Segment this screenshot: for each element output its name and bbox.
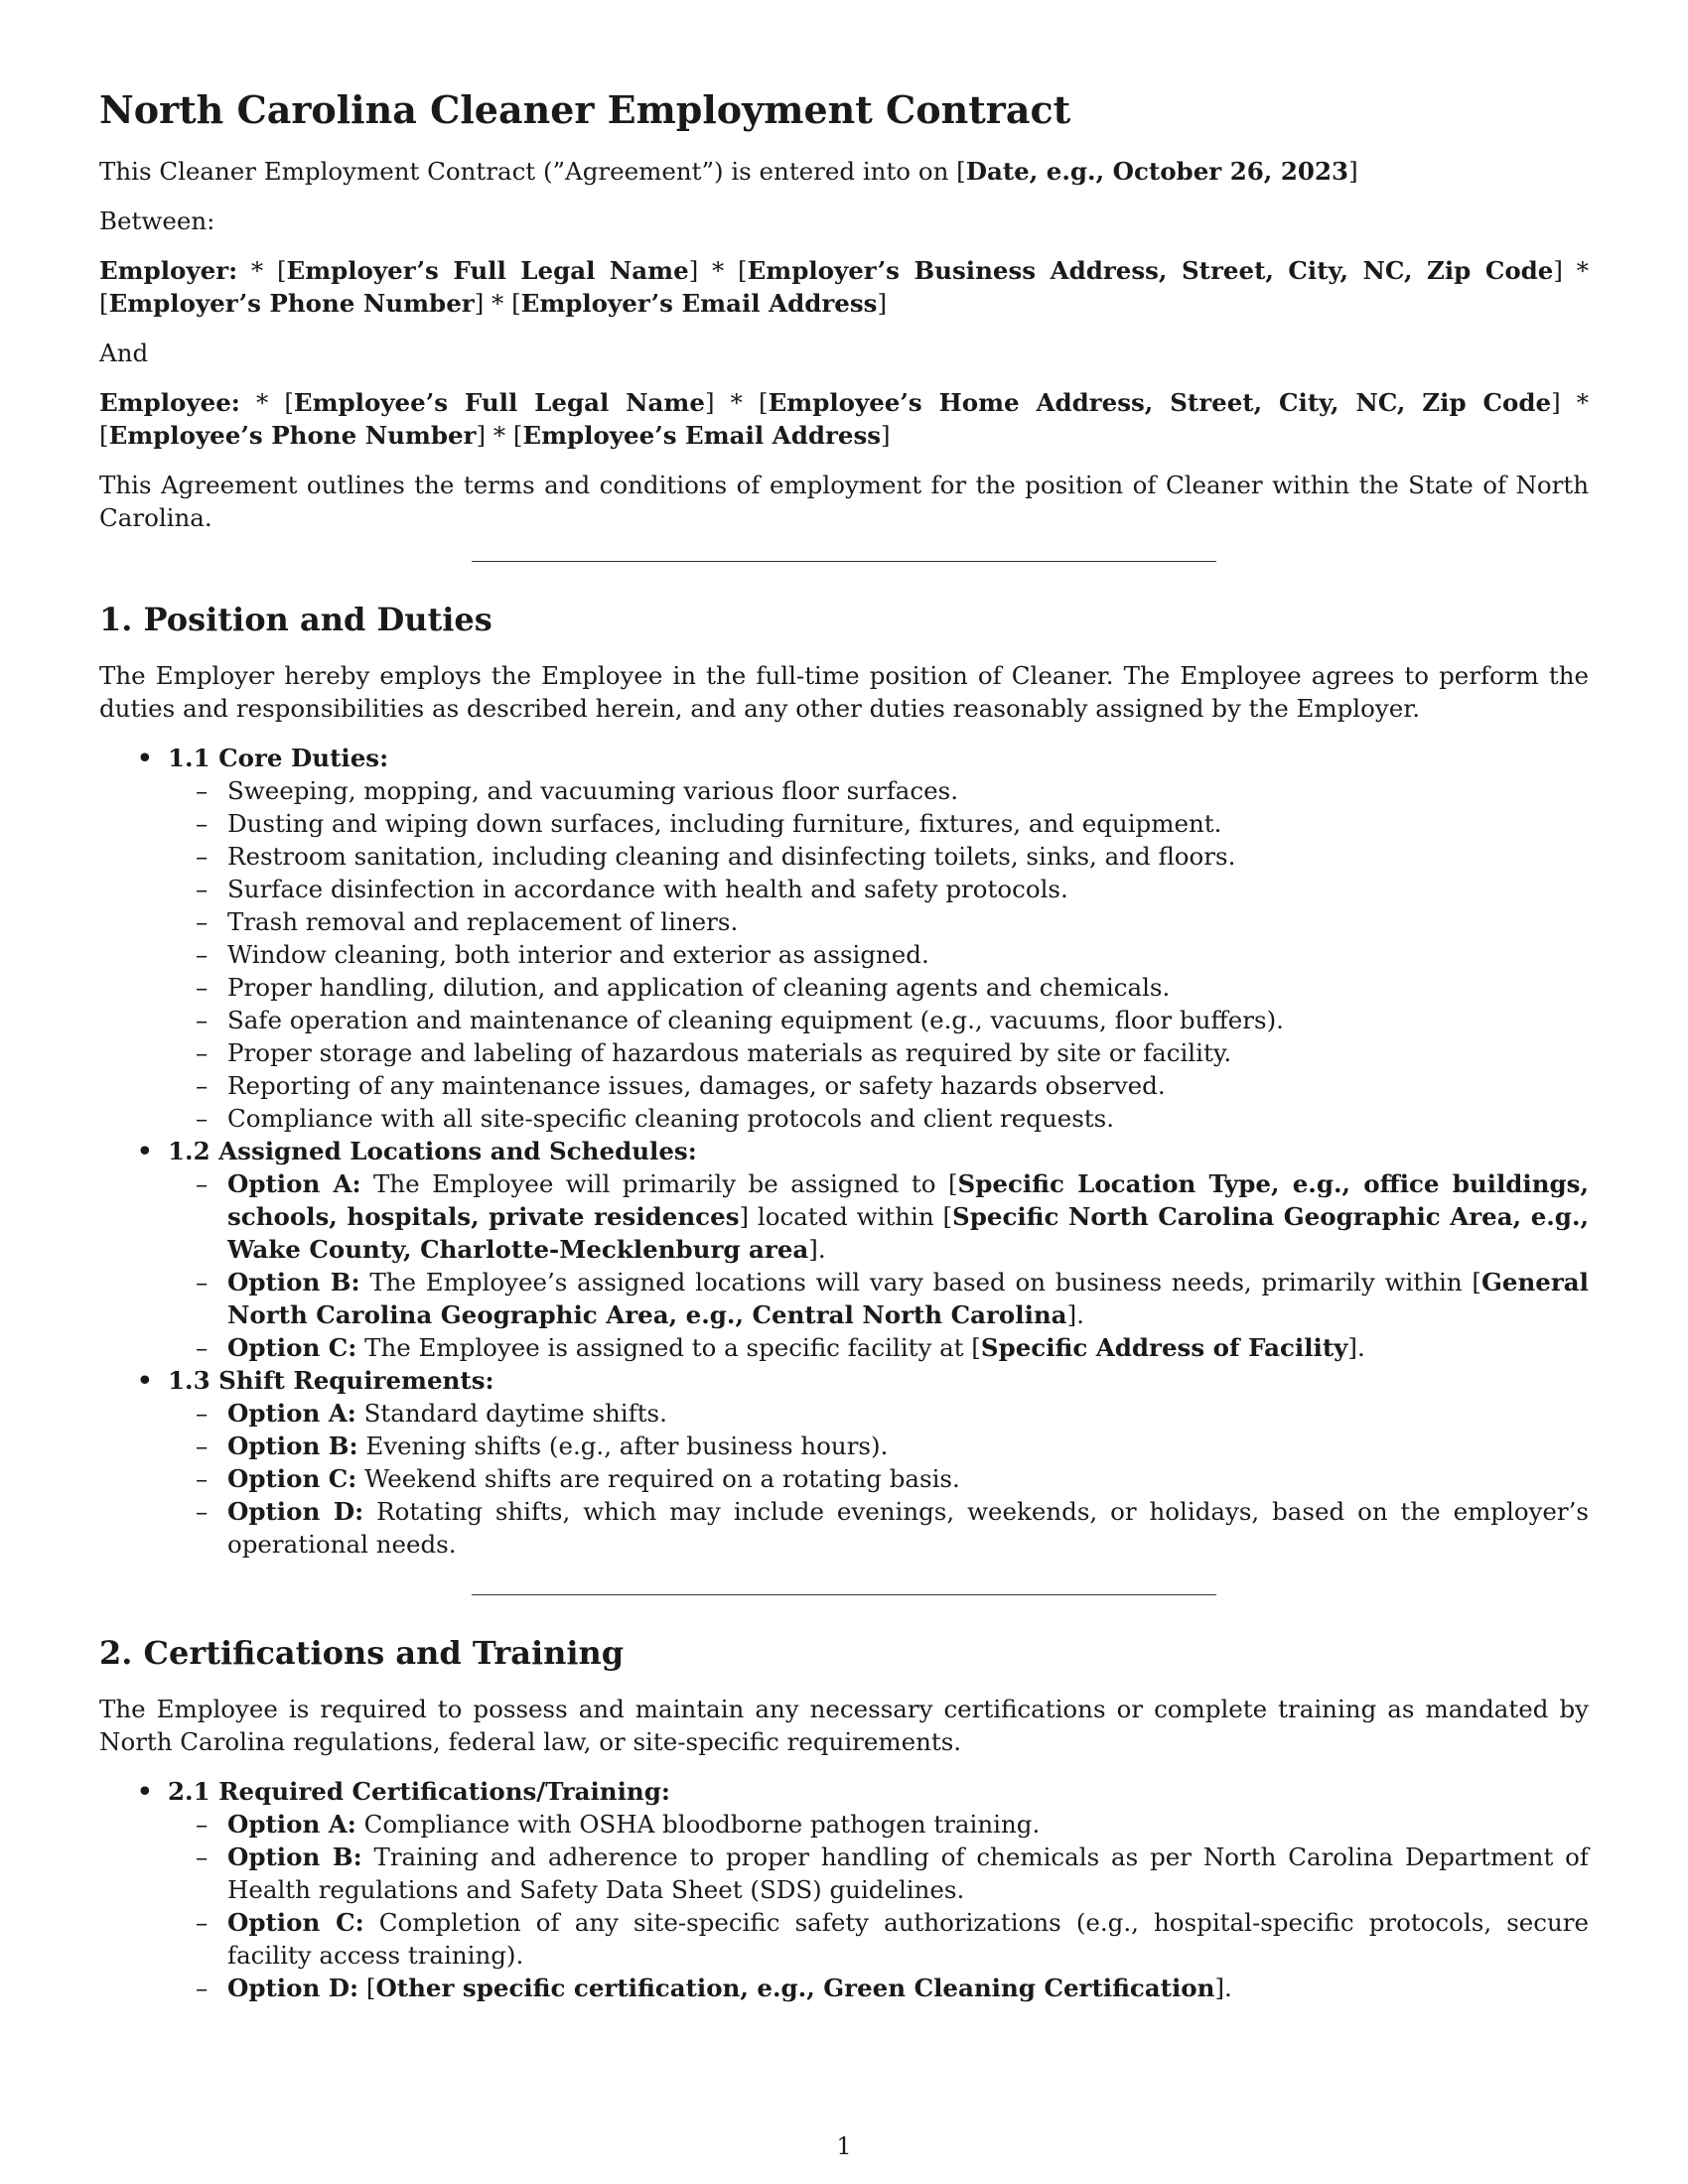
locations-list [168,1167,1589,1364]
employee-email-field: Employee’s Email Address [522,421,882,450]
required-certifications-list [168,1808,1589,2004]
list-item: – Restroom sanitation, including cleaning and disinfecting toilets, sinks, and floors. [196,842,1236,871]
list-item: – Compliance with all site-specific cleaning protocols and client requests. [196,1104,1115,1133]
employer-address-field: Employer’s Business Address, Street, City, NC, Zip Code [747,256,1554,285]
employee-block: Employee: * [Employee’s Full Legal Name] * [Employee’s Home Address, Street, City, NC, Zip Code] * [Employee’s Phone Number] * [Employee’s Email Address] [99,388,1590,450]
contract-date: Date, e.g., October 26, 2023 [965,157,1349,186]
document-page [99,87,1589,2004]
list-item: – Sweeping, mopping, and vacuuming various floor surfaces. [196,776,958,805]
list-item: – Safe operation and maintenance of cleaning equipment (e.g., vacuums, floor buffers). [196,1006,1284,1034]
dash-icon: – [196,1038,209,1067]
dash-icon: – [196,1104,209,1133]
bullet-icon: • [137,1777,153,1806]
duties-list [99,742,1589,1561]
list-item: – Window cleaning, both interior and exterior as assigned. [196,940,929,969]
dash-icon: – [196,1268,209,1297]
agreement-outline: This Agreement outlines the terms and conditions of employment for the position of Cleaner within the State of North Carolina. [99,471,1589,532]
list-item: – Option C: Weekend shifts are required on a rotating basis. [196,1464,960,1493]
dash-icon: – [196,809,209,838]
dash-icon: – [196,1974,209,2002]
list-item: – Option D: Rotating shifts, which may include evenings, weekends, or holidays, based on the employer’s operational needs. [196,1497,1589,1559]
list-item: – Dusting and wiping down surfaces, including furniture, fixtures, and equipment. [196,809,1222,838]
certifications-list [99,1775,1589,2004]
employee-phone-field: Employee’s Phone Number [108,421,477,450]
employer-block: Employer: * [Employer’s Full Legal Name] * [Employer’s Business Address, Street, City, NC, Zip Code] * [Employer’s Phone Number] * [Employer’s Email Address] [99,256,1589,318]
dash-icon: – [196,842,209,871]
dash-icon: – [196,1169,209,1198]
bullet-icon: • [137,1137,153,1165]
bullet-icon: • [137,1366,153,1395]
list-item: – Option A: Standard daytime shifts. [196,1399,667,1428]
section-certifications [99,1633,1589,2004]
section-heading: 1. Position and Duties [99,601,492,638]
dash-icon: – [196,1071,209,1100]
list-item: – Option D: [Other specific certification, e.g., Green Cleaning Certification]. [196,1974,1232,2002]
required-certifications-label: 2.1 Required Certifications/Training: [168,1777,670,1806]
dash-icon: – [196,776,209,805]
dash-icon: – [196,1399,209,1428]
list-item [99,1364,1589,1561]
employer-label: Employer: [99,256,238,285]
shifts-list [168,1397,1589,1561]
dash-icon: – [196,1908,209,1937]
dash-icon: – [196,1497,209,1526]
core-duties-label: 1.1 Core Duties: [168,744,389,772]
dash-icon: – [196,1843,209,1871]
list-item: – Proper handling, dilution, and application of cleaning agents and chemicals. [196,973,1171,1002]
section-divider [472,561,1216,562]
shifts-label: 1.3 Shift Requirements: [168,1366,494,1395]
list-item: – Trash removal and replacement of liners. [196,907,739,936]
list-item: – Option A: Compliance with OSHA bloodborne pathogen training. [196,1810,1041,1839]
list-item [99,742,1589,1135]
list-item: – Option C: The Employee is assigned to a specific facility at [Specific Address of Facility]. [196,1333,1365,1362]
bullet-icon: • [137,744,153,772]
core-duties-list [168,774,1589,1135]
intro-paragraph: This Cleaner Employment Contract (”Agreement”) is entered into on [Date, e.g., October 26, 2023] [99,157,1358,186]
list-item: – Option B: Training and adherence to proper handling of chemicals as per North Carolina Department of Health regulations and Safety Data Sheet (SDS) guidelines. [196,1843,1589,1904]
document-title: North Carolina Cleaner Employment Contract [99,87,1071,132]
between-label: Between: [99,206,215,235]
employer-phone-field: Employer’s Phone Number [108,289,475,318]
dash-icon: – [196,1810,209,1839]
list-item: – Option B: Evening shifts (e.g., after business hours). [196,1432,889,1460]
dash-icon: – [196,1464,209,1493]
dash-icon: – [196,907,209,936]
employee-address-field: Employee’s Home Address, Street, City, NC, Zip Code [768,388,1552,417]
section-divider [472,1594,1216,1595]
list-item [99,1775,1589,2004]
employee-label: Employee: [99,388,240,417]
page-number: 1 [836,2132,852,2160]
dash-icon: – [196,1006,209,1034]
section-position-duties [99,600,1589,1561]
list-item: – Option A: The Employee will primarily be assigned to [Specific Location Type, e.g., office buildings, schools, hospitals, private residences] located within [Specific North Carolina Geographic Area, e.g., Wake County, Charlotte-Mecklenburg area]. [196,1169,1590,1264]
dash-icon: – [196,1432,209,1460]
section-heading: 2. Certifications and Training [99,1634,625,1672]
dash-icon: – [196,875,209,903]
section-body: The Employee is required to possess and maintain any necessary certifications or complete training as mandated by North Carolina regulations, federal law, or site-specific requirements. [99,1695,1589,1756]
list-item: – Option C: Completion of any site-specific safety authorizations (e.g., hospital-specific protocols, secure facility access training). [196,1908,1589,1970]
and-label: And [99,339,149,367]
employer-email-field: Employer’s Email Address [520,289,878,318]
list-item: – Proper storage and labeling of hazardous materials as required by site or facility. [196,1038,1232,1067]
section-body: The Employer hereby employs the Employee in the full-time position of Cleaner. The Employee agrees to perform the duties and responsibilities as described herein, and any other duties reasonably assigned by the Employer. [99,661,1589,723]
locations-label: 1.2 Assigned Locations and Schedules: [168,1137,697,1165]
list-item: – Reporting of any maintenance issues, damages, or safety hazards observed. [196,1071,1166,1100]
list-item [99,1135,1589,1364]
employer-name-field: Employer’s Full Legal Name [286,256,689,285]
employee-name-field: Employee’s Full Legal Name [293,388,705,417]
dash-icon: – [196,940,209,969]
list-item: – Option B: The Employee’s assigned locations will vary based on business needs, primarily within [General North Carolina Geographic Area, e.g., Central North Carolina]. [196,1268,1589,1329]
dash-icon: – [196,973,209,1002]
dash-icon: – [196,1333,209,1362]
list-item: – Surface disinfection in accordance with health and safety protocols. [196,875,1068,903]
